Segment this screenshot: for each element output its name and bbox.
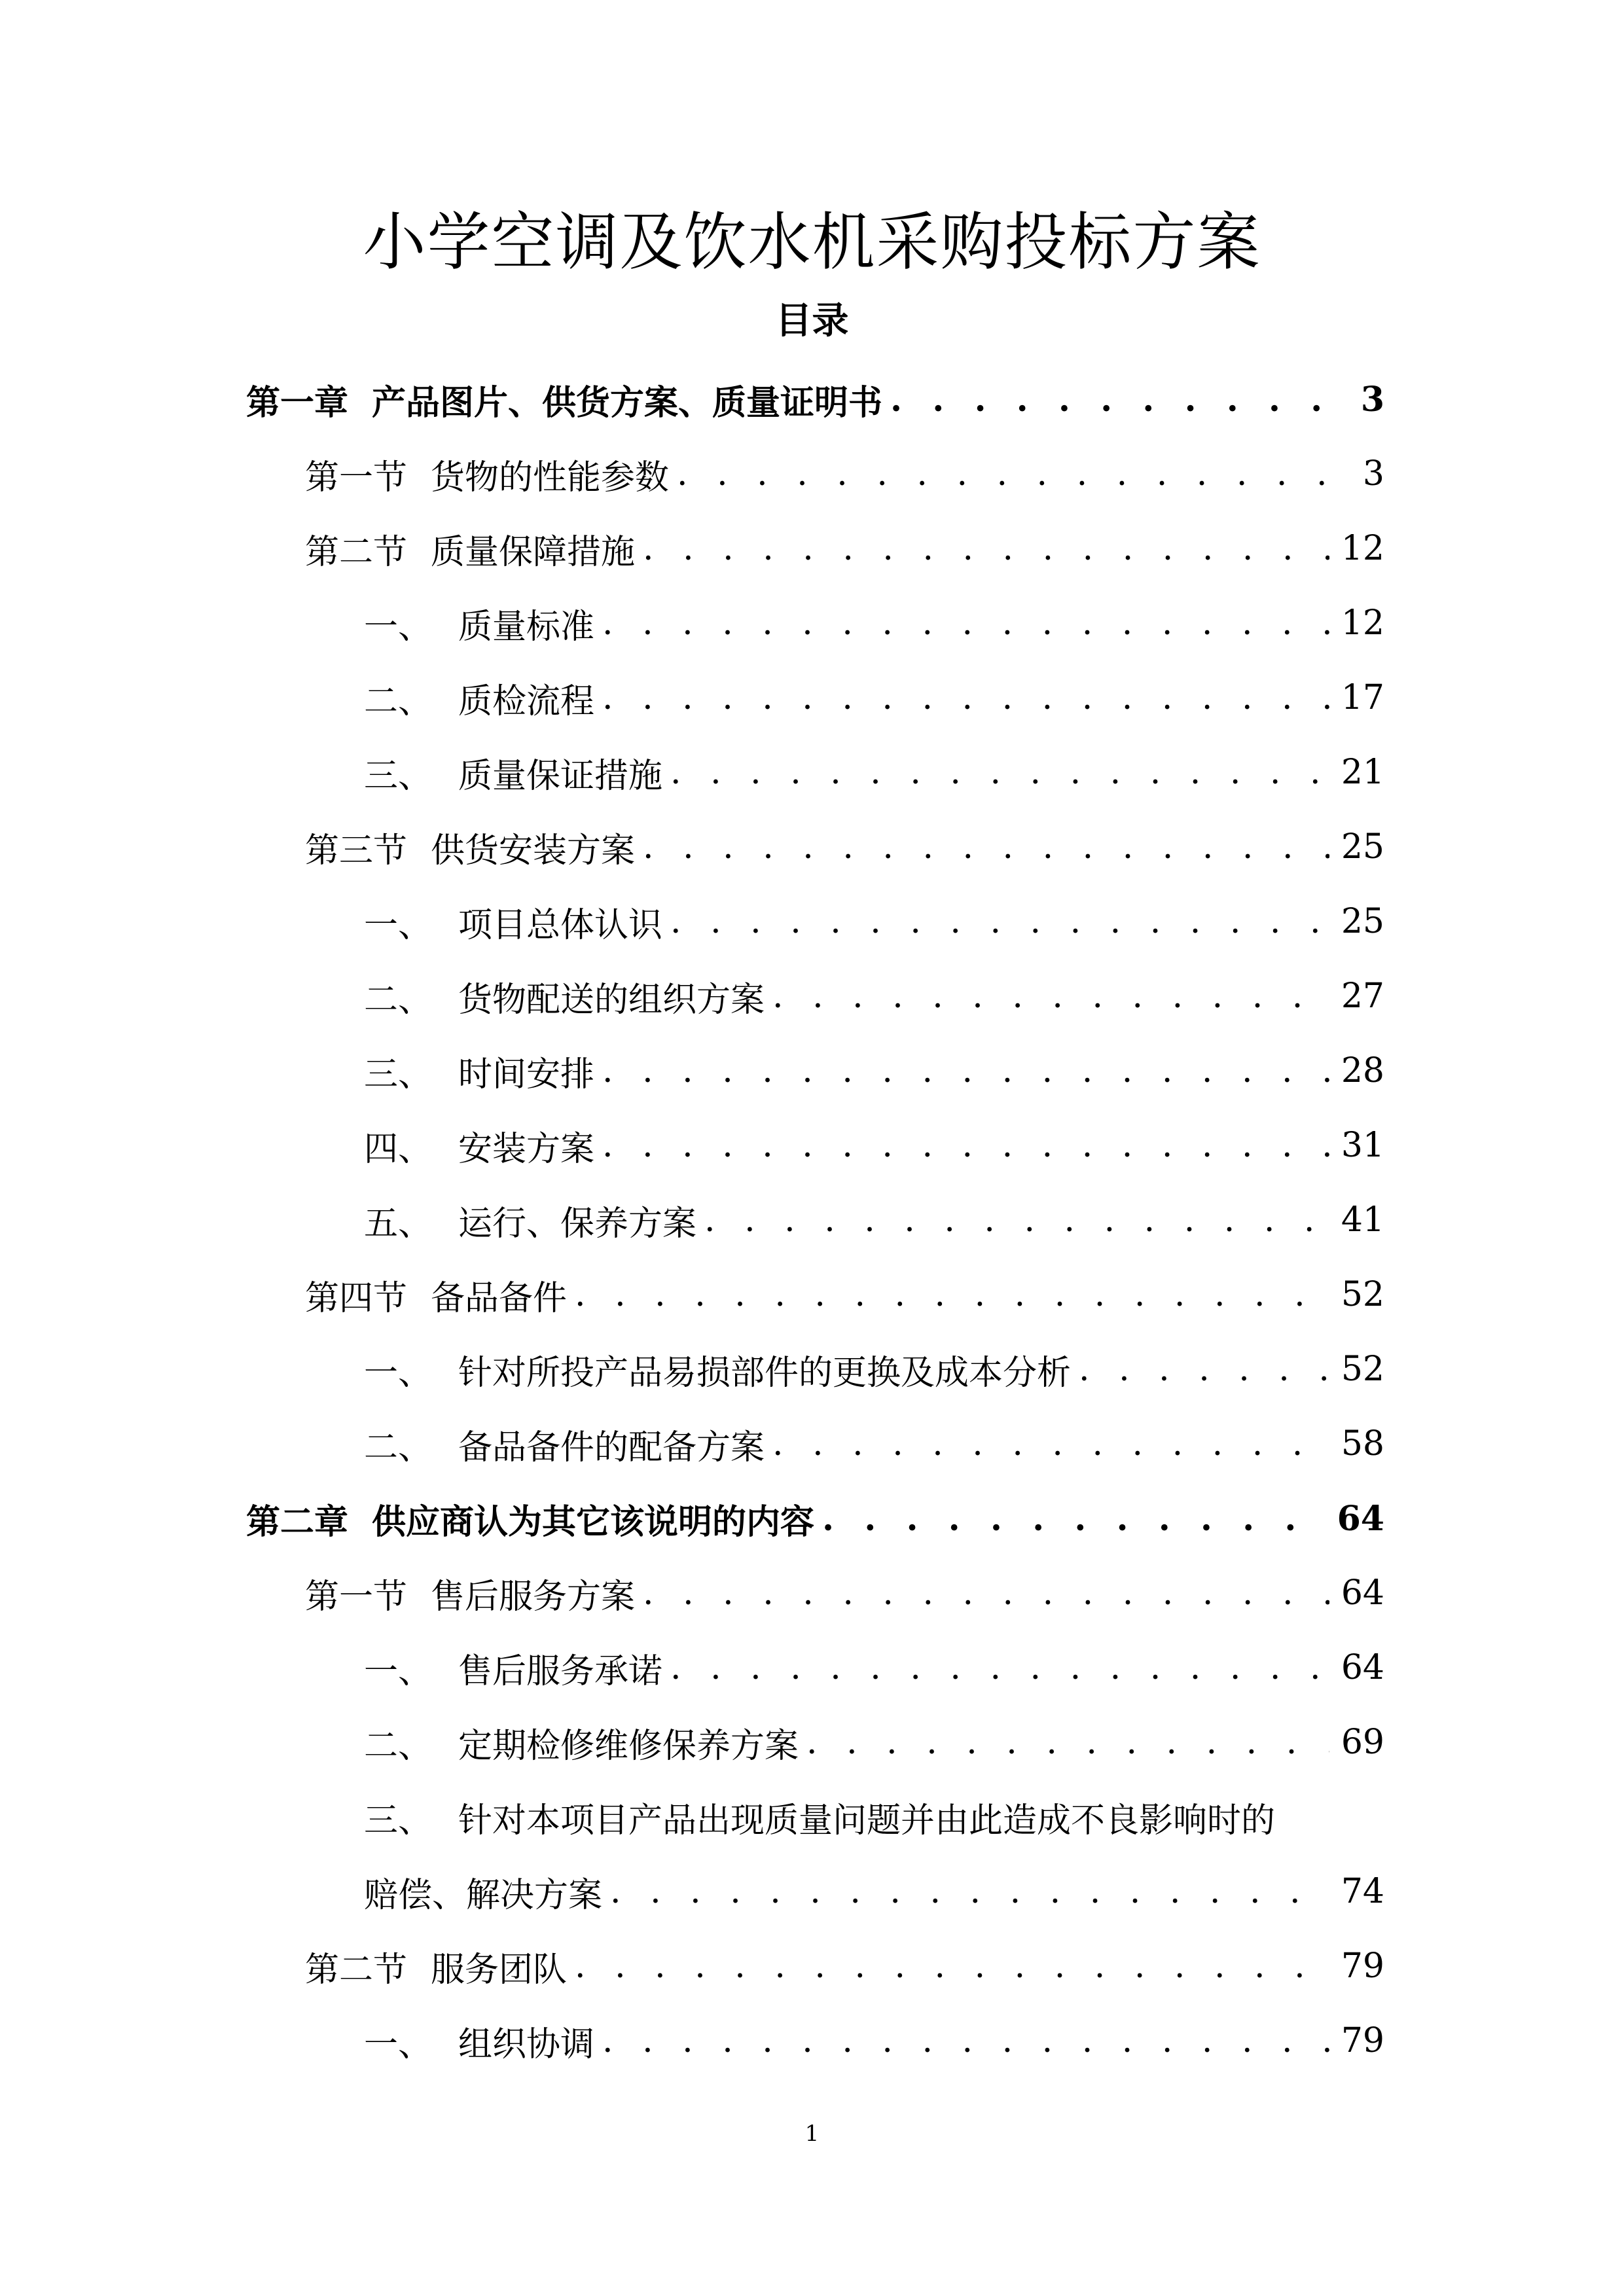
- toc-dot-leader: [822, 1499, 1326, 1539]
- toc-entry-number: 第一节: [305, 1577, 408, 1617]
- toc-entry-number: 一、: [364, 1651, 433, 1691]
- toc-entry-page: 64: [1337, 1498, 1384, 1539]
- toc-entry-number: 第一章: [246, 382, 349, 423]
- toc-entry-label: 运行、保养方案: [458, 1204, 697, 1244]
- toc-dot-leader: [806, 1723, 1329, 1762]
- toc-entry-label: 组织协调: [458, 2024, 595, 2064]
- toc-entry-number: 第三节: [305, 831, 408, 870]
- toc-entry-label: 质量保证措施: [458, 756, 663, 796]
- toc-dot-leader: [602, 603, 1329, 643]
- toc-entry-page: 79: [1341, 2021, 1384, 2060]
- toc-entry-subsection[interactable]: [364, 1705, 1384, 1780]
- toc-entry-label: 售后服务方案: [431, 1577, 636, 1617]
- toc-entry-subsection[interactable]: [364, 1630, 1384, 1705]
- toc-entry-label: 服务团队: [431, 1950, 568, 1990]
- toc-entry-page: 58: [1341, 1424, 1384, 1463]
- toc-entry-label: 安装方案: [458, 1129, 595, 1169]
- toc-entry-label: 项目总体认识: [458, 905, 663, 945]
- toc-entry-number: 一、: [364, 905, 433, 945]
- toc-entry-label: 产品图片、供货方案、质量证明书: [372, 382, 883, 423]
- toc-dot-leader: [677, 454, 1351, 493]
- toc-entry-label: 赔偿、解决方案: [364, 1875, 603, 1915]
- document-title: 小学空调及饮水机采购投标方案: [363, 206, 1261, 279]
- toc-entry-number: 三、: [364, 756, 433, 796]
- toc-entry-number: 第二章: [246, 1501, 349, 1542]
- toc-entry-page: 64: [1341, 1573, 1384, 1613]
- toc-entry-page: 74: [1341, 1872, 1384, 1911]
- toc-entry-subsection[interactable]: [364, 1780, 1384, 1854]
- toc-entry-page: 17: [1341, 678, 1384, 717]
- toc-dot-leader: [670, 753, 1329, 792]
- toc-entry-label: 供应商认为其它该说明的内容: [372, 1501, 815, 1542]
- toc-entry-subsection[interactable]: [364, 1033, 1384, 1108]
- toc-entry-page: 69: [1341, 1723, 1384, 1762]
- toc-entry-page: 12: [1341, 529, 1384, 568]
- toc-entry-section[interactable]: [305, 1556, 1384, 1630]
- toc-entry-continuation[interactable]: [364, 1854, 1384, 1929]
- toc-dot-leader: [602, 678, 1329, 717]
- toc-entry-number: 四、: [364, 1129, 433, 1169]
- toc-dot-leader: [602, 1126, 1329, 1165]
- toc-dot-leader: [772, 1424, 1329, 1463]
- toc-entry-number: 二、: [364, 1726, 433, 1766]
- toc-dot-leader: [670, 902, 1329, 941]
- toc-entry-subsection[interactable]: [364, 959, 1384, 1033]
- toc-entry-subsection[interactable]: [364, 1183, 1384, 1257]
- toc-dot-leader: [704, 1200, 1329, 1240]
- toc-entry-page: 25: [1341, 827, 1384, 867]
- toc-heading: 目录: [775, 299, 849, 342]
- toc-entry-page: 52: [1341, 1275, 1384, 1314]
- toc-entry-page: 64: [1341, 1648, 1384, 1687]
- toc-entry-page: 3: [1360, 379, 1384, 420]
- toc-entry-page: 41: [1341, 1200, 1384, 1240]
- toc-entry-label: 质检流程: [458, 681, 595, 721]
- toc-entry-label: 针对所投产品易损部件的更换及成本分析: [458, 1353, 1072, 1393]
- toc-entry-page: 12: [1341, 603, 1384, 643]
- toc-entry-page: 27: [1341, 977, 1384, 1016]
- toc-entry-subsection[interactable]: [364, 1407, 1384, 1481]
- toc-entry-number: 二、: [364, 980, 433, 1020]
- toc-entry-label: 货物的性能参数: [431, 457, 670, 497]
- toc-entry-subsection[interactable]: [364, 1108, 1384, 1183]
- toc-dot-leader: [575, 1275, 1329, 1314]
- toc-entry-page: 31: [1341, 1126, 1384, 1165]
- toc-entry-number: 五、: [364, 1204, 433, 1244]
- toc-entry-number: 第二节: [305, 1950, 408, 1990]
- toc-entry-section[interactable]: [305, 810, 1384, 884]
- toc-entry-label: 定期检修维修保养方案: [458, 1726, 799, 1766]
- toc-entry-label: 时间安排: [458, 1054, 595, 1094]
- toc-entry-label: 售后服务承诺: [458, 1651, 663, 1691]
- toc-entry-label: 供货安装方案: [431, 831, 636, 870]
- toc-entry-section[interactable]: [305, 1929, 1384, 2003]
- toc-entry-number: 三、: [364, 1054, 433, 1094]
- toc-entry-number: 一、: [364, 1353, 433, 1393]
- toc-entry-number: 二、: [364, 1427, 433, 1467]
- toc-entry-section[interactable]: [305, 437, 1384, 511]
- toc-entry-chapter-1[interactable]: [246, 362, 1384, 437]
- toc-entry-page: 79: [1341, 1946, 1384, 1986]
- toc-dot-leader: [643, 1573, 1329, 1613]
- toc-entry-label: 备品备件的配备方案: [458, 1427, 765, 1467]
- toc-entry-label: 针对本项目产品出现质量问题并由此造成不良影响时的: [458, 1801, 1276, 1840]
- toc-entry-label: 备品备件: [431, 1278, 568, 1318]
- page-number: 1: [804, 2121, 820, 2147]
- toc-entry-subsection[interactable]: [364, 586, 1384, 660]
- toc-entry-section[interactable]: [305, 1257, 1384, 1332]
- toc-dot-leader: [602, 2021, 1329, 2060]
- toc-entry-number: 一、: [364, 2024, 433, 2064]
- toc-dot-leader: [670, 1648, 1329, 1687]
- toc-dot-leader: [575, 1946, 1329, 1986]
- toc-dot-leader: [772, 977, 1329, 1016]
- toc-entry-number: 第二节: [305, 532, 408, 572]
- toc-entry-number: 第四节: [305, 1278, 408, 1318]
- toc-entry-page: 28: [1341, 1051, 1384, 1090]
- toc-entry-page: 21: [1341, 753, 1384, 792]
- toc-entry-number: 三、: [364, 1801, 433, 1840]
- toc-dot-leader: [610, 1872, 1329, 1911]
- toc-entry-page: 52: [1341, 1350, 1384, 1389]
- toc-entry-page: 25: [1341, 902, 1384, 941]
- toc-entry-subsection[interactable]: [364, 660, 1384, 735]
- toc-entry-label: 质量标准: [458, 607, 595, 647]
- toc-entry-label: 质量保障措施: [431, 532, 636, 572]
- toc-dot-leader: [643, 529, 1329, 568]
- toc-dot-leader: [1079, 1350, 1329, 1389]
- toc-entry-chapter-2[interactable]: [246, 1481, 1384, 1556]
- toc-entry-section[interactable]: [305, 511, 1384, 586]
- toc-entry-label: 货物配送的组织方案: [458, 980, 765, 1020]
- toc-entry-subsection[interactable]: [364, 2003, 1384, 2078]
- toc-entry-page: 3: [1362, 454, 1384, 493]
- toc-entry-number: 二、: [364, 681, 433, 721]
- toc-entry-number: 一、: [364, 607, 433, 647]
- toc-entry-number: 第一节: [305, 457, 408, 497]
- toc-entry-subsection[interactable]: [364, 1332, 1384, 1407]
- toc-entry-subsection[interactable]: [364, 884, 1384, 959]
- toc-dot-leader: [890, 380, 1349, 420]
- toc-dot-leader: [643, 827, 1329, 867]
- toc-dot-leader: [602, 1051, 1329, 1090]
- toc-entry-subsection[interactable]: [364, 735, 1384, 810]
